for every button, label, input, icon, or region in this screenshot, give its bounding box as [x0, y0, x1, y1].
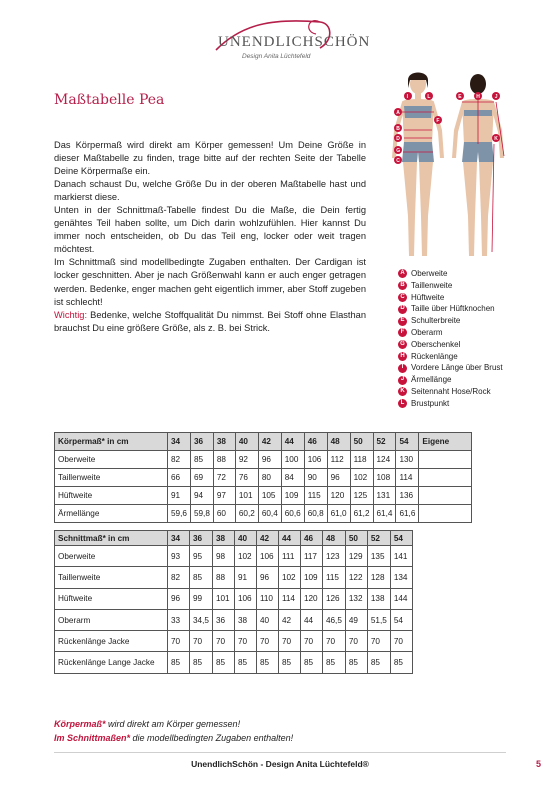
table-row — [55, 451, 472, 469]
row-label: Taillenweite — [55, 469, 168, 487]
figure-marker-letter: F — [436, 118, 440, 124]
legend-letter-badge: K — [398, 387, 407, 396]
table-cell: 101 — [235, 487, 258, 505]
table-cell: 96 — [258, 451, 281, 469]
table-cell: 131 — [373, 487, 396, 505]
table-cell: 129 — [345, 546, 367, 567]
table-cell: 82 — [168, 567, 190, 588]
footnotes — [54, 717, 293, 745]
legend-item — [398, 327, 503, 339]
legend-letter-badge: E — [398, 317, 407, 326]
table-cell: 61,4 — [373, 505, 396, 523]
table-cell: 70 — [212, 631, 234, 652]
table-cell: 80 — [258, 469, 281, 487]
table-cell: 72 — [213, 469, 235, 487]
size-header: 36 — [190, 433, 213, 451]
table-cell: 54 — [390, 609, 412, 630]
row-label: Hüftweite — [55, 487, 168, 505]
legend-label: Taillenweite — [411, 280, 453, 290]
table-cell — [419, 487, 472, 505]
table-row — [55, 567, 413, 588]
table-cell: 36 — [212, 609, 234, 630]
table-header-label: Körpermaß* in cm — [55, 433, 168, 451]
table-cell: 120 — [300, 588, 322, 609]
figure-marker-letter: I — [406, 94, 408, 100]
figure-marker-letter: J — [494, 94, 498, 100]
legend-label: Brustpunkt — [411, 398, 450, 408]
table-cell: 106 — [304, 451, 327, 469]
size-header: 44 — [278, 531, 300, 546]
table-cell: 70 — [300, 631, 322, 652]
table-cell: 109 — [300, 567, 322, 588]
size-header: 40 — [235, 433, 258, 451]
table-cell: 70 — [322, 631, 345, 652]
size-header: 46 — [300, 531, 322, 546]
table-cell: 130 — [396, 451, 419, 469]
row-label: Oberweite — [55, 451, 168, 469]
footnote-text: wird direkt am Körper gemessen! — [105, 719, 241, 729]
table-cell: 115 — [304, 487, 327, 505]
logo-wordmark: UNENDLICHSCHÖN — [218, 34, 371, 50]
table-cell: 34,5 — [190, 609, 213, 630]
table-cell: 101 — [212, 588, 234, 609]
size-header: 48 — [327, 433, 350, 451]
table-cell: 115 — [322, 567, 345, 588]
table-cell — [419, 505, 472, 523]
table-cell: 33 — [168, 609, 190, 630]
table-cell: 138 — [367, 588, 390, 609]
table-cell: 126 — [322, 588, 345, 609]
table-cell: 60,8 — [304, 505, 327, 523]
row-label: Ärmellänge — [55, 505, 168, 523]
table-cell: 112 — [327, 451, 350, 469]
table-cell: 70 — [367, 631, 390, 652]
figure-marker-letter: D — [396, 136, 400, 142]
table-cell: 106 — [234, 588, 256, 609]
table-cell: 125 — [350, 487, 373, 505]
intro-paragraph: Das Körpermaß wird direkt am Körper gemessen! Um Deine Größe in dieser Maßtabelle zu finden, trage bitte auf der rechten Seite der Tabelle Deine Körpermaße ein. — [54, 140, 366, 177]
table-cell: 85 — [322, 652, 345, 673]
table-cell: 60 — [213, 505, 235, 523]
table-cell: 102 — [350, 469, 373, 487]
table-cell: 100 — [281, 451, 304, 469]
table-cell: 135 — [367, 546, 390, 567]
measurement-legend — [398, 268, 503, 410]
table-cell: 88 — [213, 451, 235, 469]
figure-marker-letter: H — [476, 94, 480, 100]
table-cell: 117 — [300, 546, 322, 567]
size-header: 42 — [256, 531, 278, 546]
size-header: 36 — [190, 531, 213, 546]
table-cell: 70 — [390, 631, 412, 652]
size-header: 34 — [168, 531, 190, 546]
table-cell: 85 — [256, 652, 278, 673]
row-label: Rückenlänge Jacke — [55, 631, 168, 652]
body-measurement-table — [54, 432, 472, 523]
footnote-emphasis: Im Schnittmaßen* — [54, 733, 131, 743]
legend-item — [398, 398, 503, 410]
table-row — [55, 505, 472, 523]
table-row — [55, 469, 472, 487]
table-cell: 122 — [345, 567, 367, 588]
size-header: 38 — [212, 531, 234, 546]
table-row — [55, 546, 413, 567]
table-cell: 51,5 — [367, 609, 390, 630]
table-cell: 95 — [190, 546, 213, 567]
table-cell: 141 — [390, 546, 412, 567]
table-cell: 70 — [234, 631, 256, 652]
size-header: 48 — [322, 531, 345, 546]
table-header-row — [55, 531, 413, 546]
legend-letter-badge: H — [398, 352, 407, 361]
table-cell: 85 — [168, 652, 190, 673]
footnote-text: die modellbedingten Zugaben enthalten! — [130, 733, 294, 743]
table-cell: 69 — [190, 469, 213, 487]
table-cell: 38 — [234, 609, 256, 630]
table-cell: 59,6 — [168, 505, 191, 523]
figure-marker-letter: K — [494, 136, 498, 142]
table-cell: 44 — [300, 609, 322, 630]
legend-item — [398, 374, 503, 386]
table-cell: 85 — [390, 652, 412, 673]
size-header: 44 — [281, 433, 304, 451]
legend-item — [398, 362, 503, 374]
table-cell: 85 — [345, 652, 367, 673]
table-cell: 85 — [300, 652, 322, 673]
size-header: Eigene — [419, 433, 472, 451]
table-cell: 70 — [256, 631, 278, 652]
legend-item — [398, 351, 503, 363]
table-cell: 85 — [278, 652, 300, 673]
table-cell: 96 — [256, 567, 278, 588]
table-cell: 92 — [235, 451, 258, 469]
table-cell: 76 — [235, 469, 258, 487]
legend-letter-badge: F — [398, 328, 407, 337]
table-cell: 91 — [234, 567, 256, 588]
table-cell: 85 — [234, 652, 256, 673]
table-cell: 110 — [256, 588, 278, 609]
size-header: 52 — [373, 433, 396, 451]
table-cell: 105 — [258, 487, 281, 505]
intro-paragraph: Danach schaust Du, welche Größe Du in der oberen Maßtabelle hast und markierst diese. — [54, 179, 366, 203]
table-cell: 85 — [212, 652, 234, 673]
table-cell: 59,8 — [190, 505, 213, 523]
table-cell: 40 — [256, 609, 278, 630]
table-cell: 99 — [190, 588, 213, 609]
table-cell: 42 — [278, 609, 300, 630]
warning-paragraph — [54, 309, 366, 335]
figure-marker-letter: B — [396, 126, 400, 132]
table-row — [55, 609, 413, 630]
legend-item — [398, 303, 503, 315]
footnote-body-measure — [54, 717, 293, 731]
table-cell: 84 — [281, 469, 304, 487]
intro-text — [54, 139, 366, 335]
figure-marker-letter: C — [396, 158, 400, 164]
table-cell: 124 — [373, 451, 396, 469]
table-cell: 118 — [350, 451, 373, 469]
pattern-measurement-table — [54, 530, 413, 674]
table-cell: 96 — [168, 588, 190, 609]
legend-letter-badge: C — [398, 293, 407, 302]
table-cell: 102 — [278, 567, 300, 588]
table-cell: 85 — [190, 652, 213, 673]
legend-label: Schulterbreite — [411, 316, 461, 326]
table-cell: 109 — [281, 487, 304, 505]
table-header-row — [55, 433, 472, 451]
table-cell: 66 — [168, 469, 191, 487]
legend-item — [398, 280, 503, 292]
legend-letter-badge: I — [398, 364, 407, 373]
legend-letter-badge: G — [398, 340, 407, 349]
legend-letter-badge: A — [398, 269, 407, 278]
legend-label: Oberweite — [411, 269, 448, 278]
table-cell: 60,6 — [281, 505, 304, 523]
footer-text: UnendlichSchön - Design Anita Lüchtefeld® — [191, 759, 369, 769]
table-cell: 123 — [322, 546, 345, 567]
row-label: Oberweite — [55, 546, 168, 567]
legend-label: Hüftweite — [411, 292, 445, 302]
brand-logo — [212, 14, 371, 66]
footer-divider — [54, 752, 506, 753]
legend-letter-badge: J — [398, 376, 407, 385]
size-header: 52 — [367, 531, 390, 546]
table-cell: 96 — [327, 469, 350, 487]
table-cell: 108 — [373, 469, 396, 487]
size-header: 54 — [396, 433, 419, 451]
legend-letter-badge: D — [398, 305, 407, 314]
table-row — [55, 588, 413, 609]
table-cell: 70 — [278, 631, 300, 652]
size-header: 40 — [234, 531, 256, 546]
row-label: Rückenlänge Lange Jacke — [55, 652, 168, 673]
table-cell: 97 — [213, 487, 235, 505]
legend-label: Seitennaht Hose/Rock — [411, 386, 491, 396]
table-header-label: Schnittmaß* in cm — [55, 531, 168, 546]
size-header: 54 — [390, 531, 412, 546]
table-cell: 85 — [190, 567, 213, 588]
table-cell: 134 — [390, 567, 412, 588]
row-label: Oberarm — [55, 609, 168, 630]
legend-item — [398, 268, 503, 280]
page-number: 5 — [536, 759, 542, 769]
table-cell: 61,0 — [327, 505, 350, 523]
figure-marker-letter: L — [427, 94, 431, 100]
footnote-emphasis: Körpermaß* — [54, 719, 106, 729]
table-cell: 93 — [168, 546, 190, 567]
table-cell: 60,2 — [235, 505, 258, 523]
size-header: 46 — [304, 433, 327, 451]
table-cell: 102 — [234, 546, 256, 567]
legend-letter-badge: L — [398, 399, 407, 408]
table-cell: 111 — [278, 546, 300, 567]
legend-item — [398, 386, 503, 398]
figure-marker-letter: A — [396, 110, 400, 116]
measurement-figure-illustration — [386, 66, 512, 266]
table-cell: 85 — [367, 652, 390, 673]
footnote-pattern-measure — [54, 731, 293, 745]
table-cell: 49 — [345, 609, 367, 630]
legend-label: Oberarm — [411, 327, 443, 337]
legend-label: Rückenlänge — [411, 351, 458, 361]
table-cell: 94 — [190, 487, 213, 505]
page-title: Maßtabelle Pea — [54, 92, 165, 108]
legend-letter-badge: B — [398, 281, 407, 290]
table-cell: 120 — [327, 487, 350, 505]
row-label: Taillenweite — [55, 567, 168, 588]
intro-paragraph: Im Schnittmaß sind modellbedingte Zugaben enthalten. Der Cardigan ist locker geschnitten. Aber je nach Größenwahl kann er auch enger getragen werden. Bedenke, enger machen geht eigentlich immer, aber Stoff zugeben ist schlecht! — [54, 257, 366, 307]
table-cell: 136 — [396, 487, 419, 505]
size-header: 38 — [213, 433, 235, 451]
legend-item — [398, 292, 503, 304]
table-cell: 114 — [278, 588, 300, 609]
row-label: Hüftweite — [55, 588, 168, 609]
table-cell: 46,5 — [322, 609, 345, 630]
table-row — [55, 487, 472, 505]
table-cell: 90 — [304, 469, 327, 487]
table-cell: 70 — [345, 631, 367, 652]
table-cell: 82 — [168, 451, 191, 469]
table-cell: 106 — [256, 546, 278, 567]
legend-label: Vordere Länge über Brust — [411, 363, 503, 373]
figure-marker-letter: G — [396, 148, 401, 154]
table-cell: 61,6 — [396, 505, 419, 523]
table-cell: 60,4 — [258, 505, 281, 523]
table-cell: 91 — [168, 487, 191, 505]
legend-item — [398, 315, 503, 327]
table-row — [55, 631, 413, 652]
table-cell: 144 — [390, 588, 412, 609]
table-cell: 128 — [367, 567, 390, 588]
size-header: 34 — [168, 433, 191, 451]
table-cell — [419, 451, 472, 469]
size-header: 50 — [350, 433, 373, 451]
legend-label: Ärmellänge — [411, 375, 452, 385]
table-cell: 132 — [345, 588, 367, 609]
figure-marker-letter: E — [458, 94, 462, 100]
table-cell: 85 — [190, 451, 213, 469]
table-cell — [419, 469, 472, 487]
size-header: 50 — [345, 531, 367, 546]
size-header: 42 — [258, 433, 281, 451]
legend-label: Taille über Hüftknochen — [411, 304, 495, 314]
logo-tagline: Design Anita Lüchtefeld — [242, 53, 311, 60]
warning-label: Wichtig: — [54, 309, 88, 320]
table-cell: 70 — [168, 631, 190, 652]
legend-item — [398, 339, 503, 351]
front-figure — [392, 73, 444, 257]
table-cell: 88 — [212, 567, 234, 588]
warning-text: Bedenke, welche Stoffqualität Du nimmst. Bei Stoff ohne Elasthan brauchst Du eine größere Größe, als z. B. bei Strick. — [54, 309, 366, 333]
intro-paragraph: Unten in der Schnittmaß-Tabelle findest Du die Maße, die Dein fertig genähtes Teil haben sollte, um Dich darin wohlzufühlen. Hier kannst Du immer noch entscheiden, ob Du das Teil eng, locker oder weit tragen möchtest. — [54, 205, 366, 255]
table-row — [55, 652, 413, 673]
table-cell: 61,2 — [350, 505, 373, 523]
table-cell: 70 — [190, 631, 213, 652]
table-cell: 98 — [212, 546, 234, 567]
table-cell: 114 — [396, 469, 419, 487]
legend-label: Oberschenkel — [411, 339, 461, 349]
